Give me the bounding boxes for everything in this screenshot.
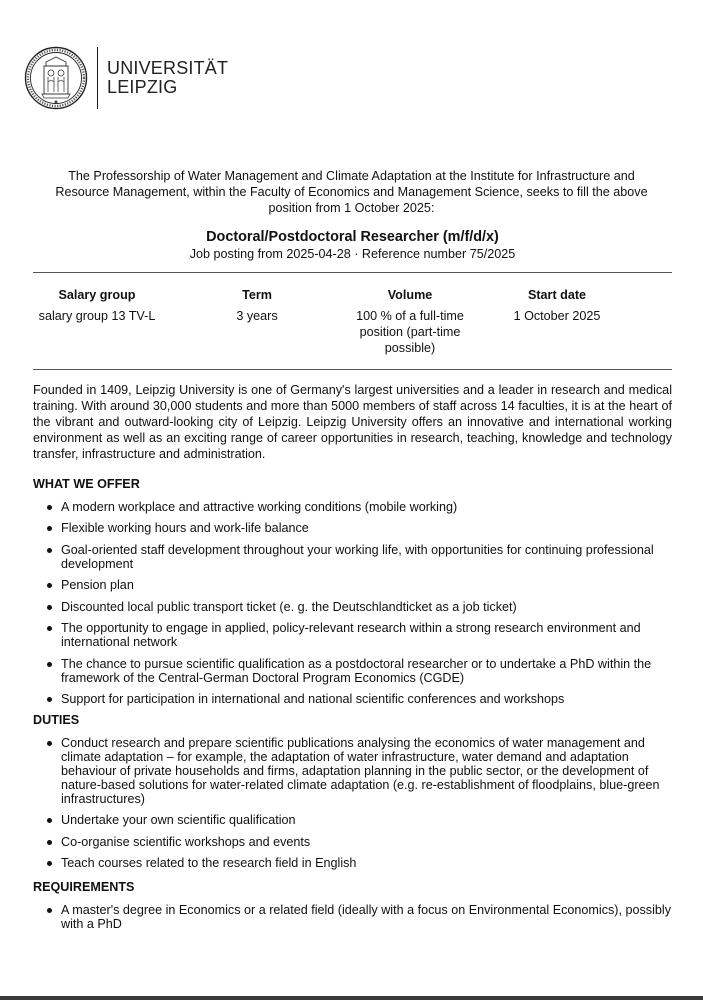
list-item: A master's degree in Economics or a related field (ideally with a focus on Environmental Economics), possibly with a PhD (33, 903, 672, 931)
bullet-icon (47, 505, 52, 510)
info-label: Volume (387, 288, 433, 302)
intro-paragraph: The Professorship of Water Management and Climate Adaptation at the Institute for Infrastructure and Resource Management, within the Faculty of Economics and Management Science, seeks to fill the above position from 1 October 2025: (55, 169, 648, 215)
bullet-icon (47, 583, 52, 588)
offer-heading: WHAT WE OFFER (33, 477, 140, 491)
info-volume (350, 287, 470, 356)
bullet-icon (47, 741, 52, 746)
info-start-date (492, 287, 622, 356)
duties-heading: DUTIES (33, 713, 80, 727)
page-bottom-edge (0, 996, 703, 1000)
about-paragraph: Founded in 1409, Leipzig University is one of Germany's largest universities and a leader in research and medical training. With around 30,000 students and more than 5000 members of staff across 14 faculties, it is at the heart of the vibrant and outward-looking city of Leipzig. Leipzig University offers an innovative and international working environment as well as an exciting range of career opportunities in research, teaching, knowledge and technology transfer, infrastructure and administration. (33, 383, 672, 461)
university-wordmark (107, 59, 228, 97)
position-title: Doctoral/Postdoctoral Researcher (m/f/d/x) (206, 229, 499, 245)
list-item: Co-organise scientific workshops and events (33, 835, 672, 849)
list-item: Support for participation in international and national scientific conferences and workshops (33, 692, 672, 706)
bullet-icon (47, 526, 52, 531)
bullet-icon (47, 818, 52, 823)
duties-section (33, 712, 672, 870)
logo-divider (97, 47, 98, 109)
list-item: Pension plan (33, 578, 672, 592)
list-item: A modern workplace and attractive working conditions (mobile working) (33, 500, 672, 514)
bullet-icon (47, 861, 52, 866)
bullet-icon (47, 605, 52, 610)
info-term (207, 287, 307, 356)
info-value: salary group 13 TV-L (38, 309, 156, 323)
info-value: 3 years (236, 309, 278, 323)
university-logo (24, 46, 228, 110)
wordmark-line-1: UNIVERSITÄT (107, 58, 229, 78)
info-label: Start date (527, 288, 587, 302)
list-item: The opportunity to engage in applied, policy-relevant research within a strong research environment and international network (33, 621, 672, 649)
divider-bottom (33, 369, 672, 370)
list-item: Goal-oriented staff development throughout your working life, with opportunities for continuing professional development (33, 543, 672, 571)
list-item: Teach courses related to the research field in English (33, 856, 672, 870)
list-item: Conduct research and prepare scientific publications analysing the economics of water management and climate adaptation – for example, the adaptation of water infrastructure, water demand and adaptation behaviour of private households and firms, adaptation planning in the public sector, or the development of nature-based solutions for water-related climate adaptation (e.g. re-establishment of floodplains, blue-green infrastructures) (33, 736, 672, 806)
bullet-icon (47, 697, 52, 702)
posting-subtitle: Job posting from 2025-04-28 · Reference number 75/2025 (189, 247, 516, 261)
bullet-icon (47, 548, 52, 553)
bullet-icon (47, 840, 52, 845)
position-info-table (33, 287, 672, 356)
requirements-section (33, 879, 672, 931)
info-value: 1 October 2025 (513, 309, 601, 323)
bullet-icon (47, 908, 52, 913)
bullet-icon (47, 662, 52, 667)
info-salary (33, 287, 161, 356)
info-label: Term (242, 288, 272, 302)
list-item: Undertake your own scientific qualification (33, 813, 672, 827)
wordmark-line-2: LEIPZIG (107, 77, 178, 97)
list-item: Flexible working hours and work-life balance (33, 521, 672, 535)
info-value: 100 % of a full-time position (part-time possible) (356, 309, 464, 355)
list-item: Discounted local public transport ticket (e. g. the Deutschlandticket as a job ticket) (33, 600, 672, 614)
offer-section (33, 476, 672, 706)
requirements-heading: REQUIREMENTS (33, 880, 135, 894)
bullet-icon (47, 626, 52, 631)
divider-top (33, 272, 672, 273)
info-label: Salary group (58, 288, 136, 302)
university-seal-icon (24, 46, 88, 110)
list-item: The chance to pursue scientific qualification as a postdoctoral researcher or to undertake a PhD within the framework of the Central-German Doctoral Program Economics (CGDE) (33, 657, 672, 685)
